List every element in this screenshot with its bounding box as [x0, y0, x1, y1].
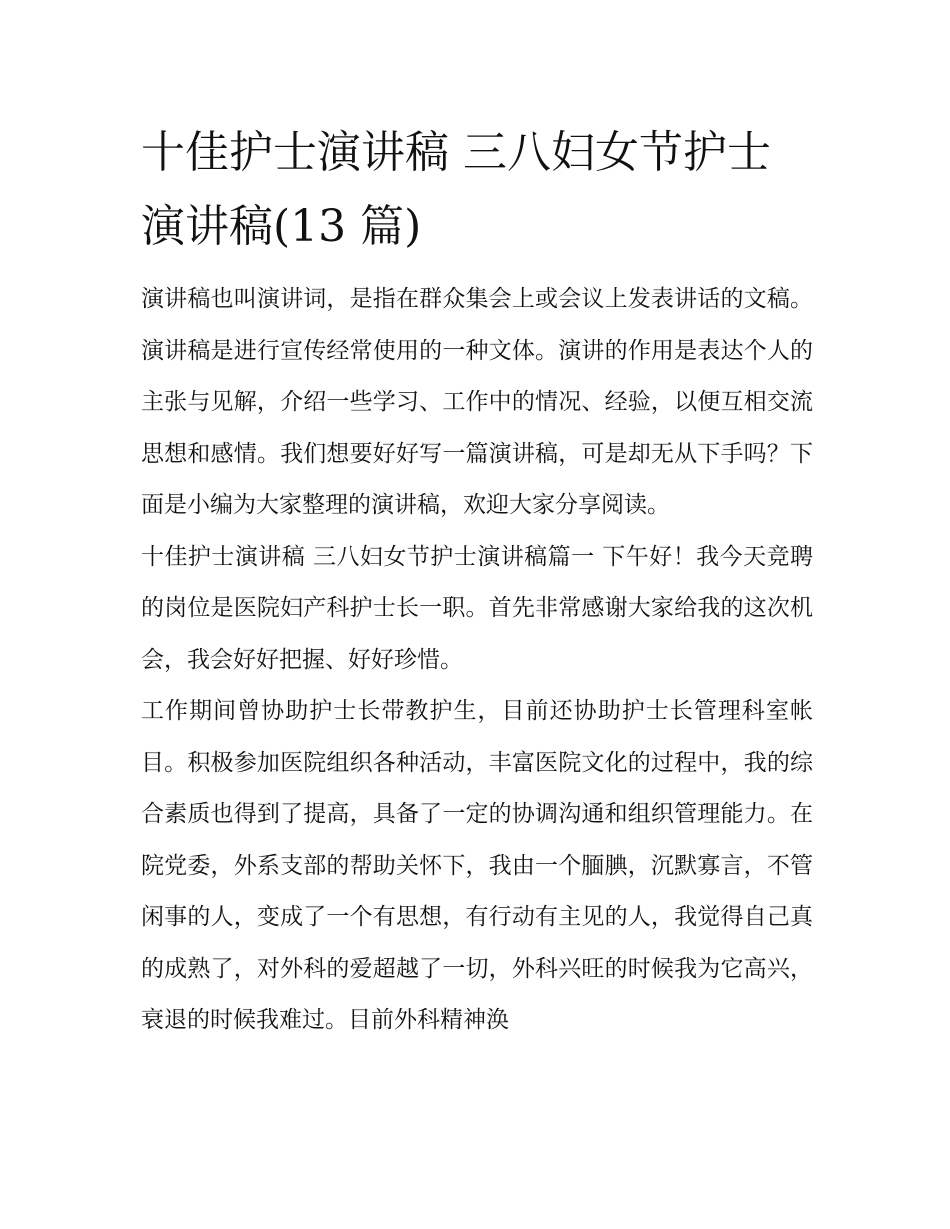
paragraph-intro: 演讲稿也叫演讲词，是指在群众集会上或会议上发表讲话的文稿。演讲稿是进行宣传经常使用的一种文体。演讲的作用是表达个人的主张与见解，介绍一些学习、工作中的情况、经验，以便互相交流思想和感情。我们想要好好写一篇演讲稿，可是却无从下手吗？下面是小编为大家整理的演讲稿，欢迎大家分享阅读。 — [141, 286, 813, 518]
document-title: 十佳护士演讲稿 三八妇女节护士演讲稿(13 篇) — [141, 127, 771, 252]
paragraph-work-experience: 工作期间曾协助护士长带教护生，目前还协助护士长管理科室帐目。积极参加医院组织各种活动，丰富医院文化的过程中，我的综合素质也得到了提高，具备了一定的协调沟通和组织管理能力。在院党委，外系支部的帮助关怀下，我由一个腼腆，沉默寡言，不管闲事的人，变成了一个有思想，有行动有主见的人，我觉得自己真的成熟了，对外科的爱超越了一切，外科兴旺的时候我为它高兴，衰退的时候我难过。目前外科精神涣 — [141, 698, 813, 1033]
paragraph-speech-opening: 十佳护士演讲稿 三八妇女节护士演讲稿篇一 下午好！我今天竞聘的岗位是医院妇产科护士长一职。首先非常感谢大家给我的这次机会，我会好好把握、好好珍惜。 — [141, 543, 813, 673]
document-body — [141, 116, 813, 1047]
